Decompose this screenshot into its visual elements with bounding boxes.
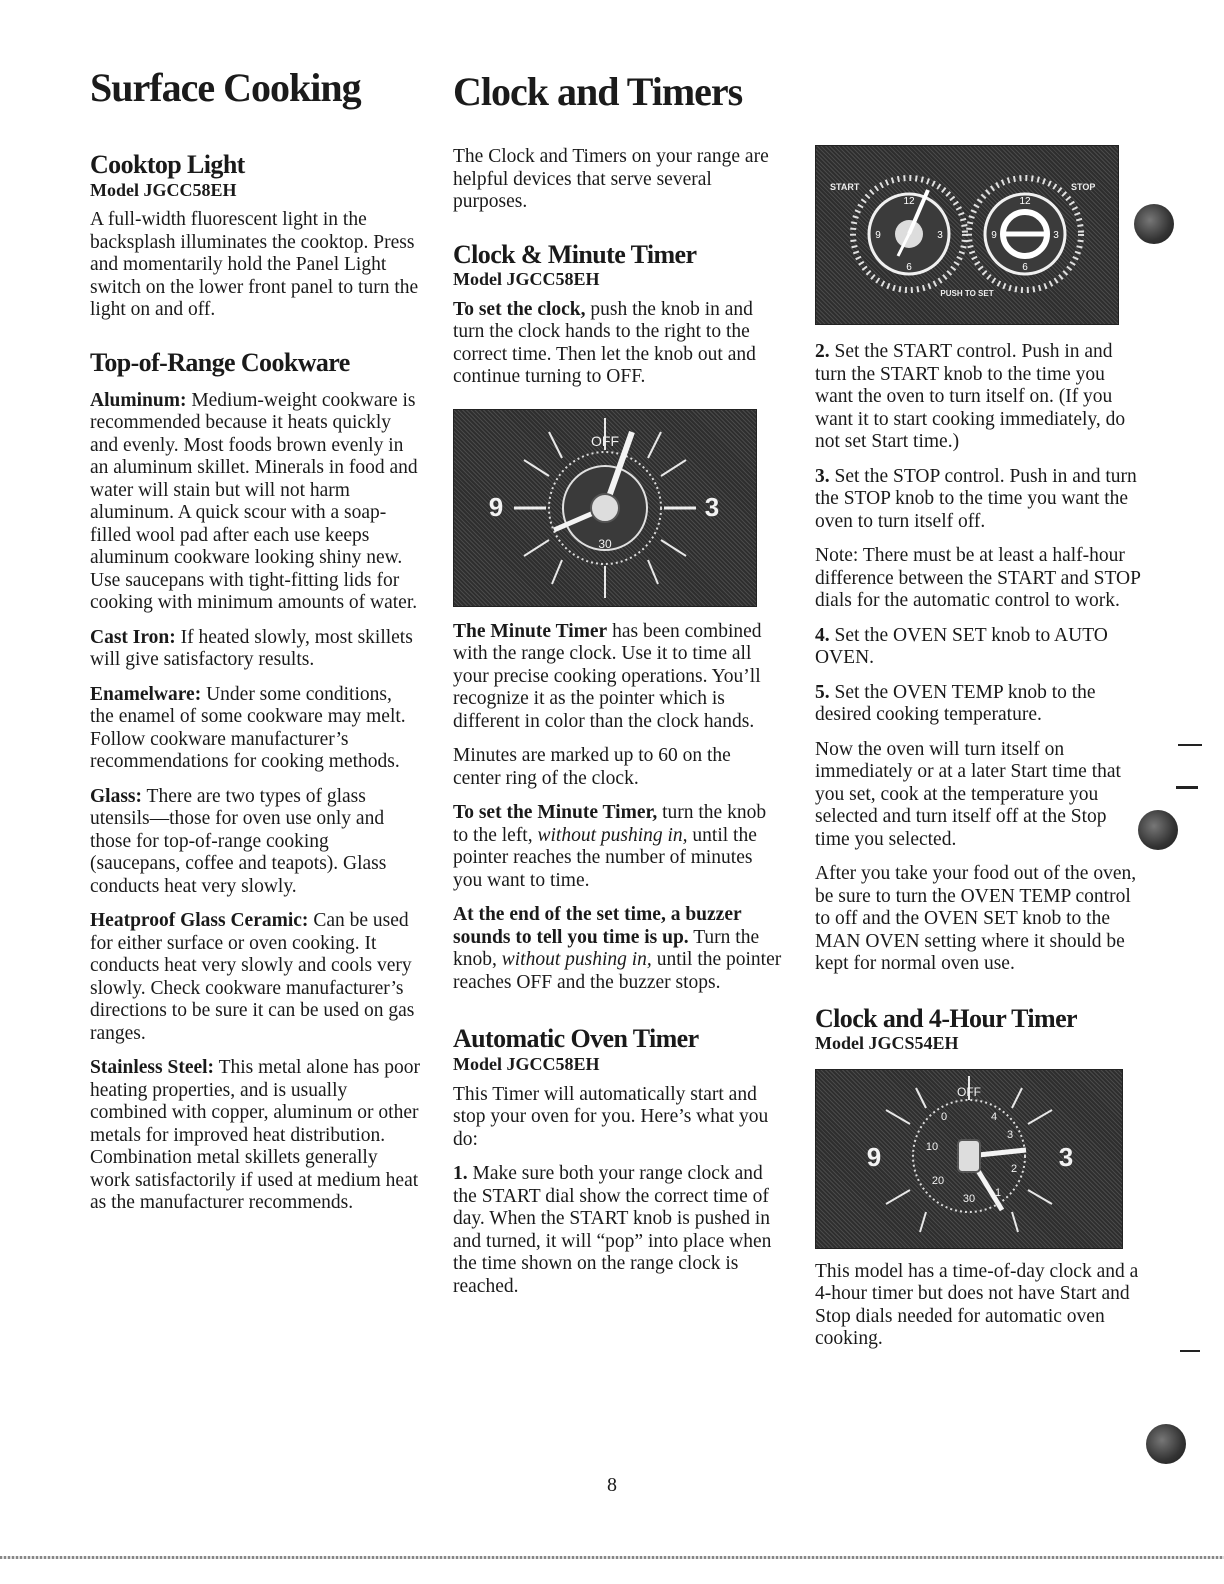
four-hour-10-label: 10: [925, 1140, 939, 1153]
scan-bottom-rule: [0, 1556, 1224, 1559]
minute-timer-clock-image: [453, 409, 757, 607]
auto-step-5: 5. Set the OVEN TEMP knob to the desired cooking temperature.: [815, 681, 1096, 725]
clock-timers-column: [453, 70, 783, 1310]
stop-dial-9: 9: [991, 230, 997, 241]
stop-dial-3: 3: [1053, 230, 1059, 241]
cookware-stainless-steel: Stainless Steel: This metal alone has poor heating properties, and is usually combined with copper, aluminum or other metals for improved heat distribution. Combination metal skillets generally work satisfactorily if used at medium heat as the manufacturer recommends.: [90, 1057, 421, 1214]
cooktop-light-text: A full-width fluorescent light in the backsplash illuminates the cooktop. Press and momentarily hold the Panel Light switch on the lower front panel to turn the light on and off.: [90, 209, 419, 321]
clock-intro: The Clock and Timers on your range are helpful devices that serve several purposes.: [453, 146, 769, 212]
start-dial-12: 12: [903, 196, 915, 207]
set-minute-timer-text: To set the Minute Timer, turn the knob to the left, without pushing in, until the pointer reaches the number of minutes you want to time.: [453, 802, 767, 891]
auto-after-text: After you take your food out of the oven, be sure to turn the OVEN TEMP control to off and the OVEN SET knob to the MAN OVEN setting where it should be kept for normal oven use.: [815, 863, 1137, 974]
auto-oven-timer-heading: Automatic Oven Timer: [453, 1024, 699, 1054]
four-hour-zero-label: 0: [940, 1110, 948, 1123]
edge-mark-2: [1176, 786, 1198, 789]
four-hour-timer-heading: Clock and 4-Hour Timer: [815, 1003, 1077, 1033]
page-number: 8: [607, 1474, 617, 1496]
cookware-cast-iron: Cast Iron: If heated slowly, most skillets will give satisfactory results.: [90, 626, 413, 671]
four-hour-timer-model: Model JGCS54EH: [815, 1033, 959, 1054]
edge-mark-3: [1180, 1350, 1200, 1352]
minute-dial-thirty-label: 30: [598, 536, 612, 551]
minute-timer-text: The Minute Timer has been combined with the range clock. Use it to time all your precise cooking operations. You’ll recognize it as the pointer which is different in color than the clock hands.: [453, 620, 762, 732]
start-dial-6: 6: [906, 262, 912, 273]
four-hour-three-label: 3: [1058, 1141, 1074, 1172]
auto-step-4: 4. Set the OVEN SET knob to AUTO OVEN.: [815, 624, 1108, 668]
auto-note: Note: There must be at least a half-hour difference between the START and STOP dials for the automatic control to work.: [815, 545, 1141, 611]
end-of-time-text: At the end of the set time, a buzzer sounds to tell you time is up. Turn the knob, without pushing in, until the pointer reaches OFF and the buzzer stops.: [453, 904, 782, 993]
four-hour-2-label: 2: [1010, 1162, 1018, 1175]
auto-oven-timer-model: Model JGCC58EH: [453, 1054, 600, 1075]
clock-timers-title: Clock and Timers: [453, 69, 743, 114]
four-hour-30-label: 30: [962, 1192, 976, 1205]
edge-mark-1: [1178, 744, 1202, 746]
registration-dot-bottom: [1146, 1424, 1186, 1464]
push-to-set-label: PUSH TO SET: [940, 289, 994, 298]
cookware-aluminum: Aluminum: Medium-weight cookware is recommended because it heats quickly and evenly. Most foods brown evenly in an aluminum skillet. Minerals in food and water will stain but will not harm aluminum. A quick scour with a soap-filled wool pad after each use keeps aluminum cookware looking shiny new. Use saucepans with tight-fitting lids for cooking with minimum amounts of water.: [90, 389, 418, 614]
cookware-heading: Top-of-Range Cookware: [90, 347, 350, 377]
four-hour-clock-image: [815, 1069, 1123, 1249]
start-dial-9: 9: [875, 230, 881, 241]
registration-dot-top: [1134, 204, 1174, 244]
start-dial-3: 3: [937, 230, 943, 241]
four-hour-timer-text: This model has a time-of-day clock and a 4-hour timer but does not have Start and Stop dials needed for automatic oven cooking.: [815, 1260, 1139, 1350]
start-stop-dials-image: [815, 145, 1119, 325]
four-hour-20-label: 20: [931, 1174, 945, 1187]
auto-step-2: 2. Set the START control. Push in and turn the START knob to the time you want the oven to turn itself on. (If you want it to start cooking immediately, do not set Start time.): [815, 341, 1126, 452]
surface-cooking-column: [90, 66, 420, 1227]
minute-dial-off-label: OFF: [591, 432, 619, 449]
four-hour-nine-label: 9: [866, 1141, 882, 1172]
auto-step-1: 1. Make sure both your range clock and the START dial show the correct time of day. When the START knob is pushed in and turned, it will “pop” into place when the time shown on the range clock is reached.: [453, 1163, 772, 1297]
minute-dial-three-label: 3: [704, 491, 720, 522]
start-panel-label: START: [830, 182, 860, 192]
cookware-glass: Glass: There are two types of glass utensils—those for oven use only and those for top-of-range cooking (saucepans, coffee and teapots). Glass conducts heat very slowly.: [90, 785, 387, 897]
four-hour-4-label: 4: [990, 1110, 998, 1123]
cooktop-light-heading: Cooktop Light: [90, 150, 245, 179]
minute-timer-model: Model JGCC58EH: [453, 269, 600, 290]
auto-oven-intro: This Timer will automatically start and stop your oven for you. Here’s what you do:: [453, 1083, 769, 1150]
cookware-glass-ceramic: Heatproof Glass Ceramic: Can be used for either surface or oven cooking. It conducts heat very slowly and cools very slowly. Check cookware manufacturer’s directions to be sure it can be used on gas ranges.: [90, 910, 415, 1044]
stop-dial-12: 12: [1019, 196, 1031, 207]
four-hour-off-label: OFF: [957, 1084, 981, 1099]
auto-now-text: Now the oven will turn itself on immediately or at a later Start time that you set, cook at the temperature you selected and turn itself off at the Stop time you selected.: [815, 738, 1121, 850]
minute-timer-heading: Clock & Minute Timer: [453, 239, 697, 269]
four-hour-1-label: 1: [994, 1186, 1002, 1199]
stop-dial-6: 6: [1022, 262, 1028, 273]
stop-panel-label: STOP: [1071, 182, 1096, 192]
set-clock-text: To set the clock, push the knob in and turn the clock hands to the right to the correct time. Then let the knob out and continue turning to OFF.: [453, 298, 756, 388]
cooktop-light-model: Model JGCC58EH: [90, 179, 237, 200]
four-hour-3-label: 3: [1006, 1128, 1014, 1141]
four-hour-dial-graphic: [816, 1070, 1122, 1248]
registration-dot-middle: [1138, 810, 1178, 850]
minutes-text: Minutes are marked up to 60 on the center ring of the clock.: [453, 745, 731, 789]
auto-step-3: 3. Set the STOP control. Push in and turn the STOP knob to the time you want the oven to turn itself off.: [815, 465, 1137, 532]
minute-dial-nine-label: 9: [488, 491, 504, 522]
start-stop-dials-graphic: [816, 146, 1118, 324]
minute-timer-dial-graphic: [454, 410, 756, 606]
surface-cooking-title: Surface Cooking: [90, 65, 361, 110]
cookware-enamelware: Enamelware: Under some conditions, the enamel of some cookware may melt. Follow cookware manufacturer’s recommendations for cooking methods.: [90, 683, 406, 773]
auto-timer-steps-column: [815, 145, 1145, 1363]
